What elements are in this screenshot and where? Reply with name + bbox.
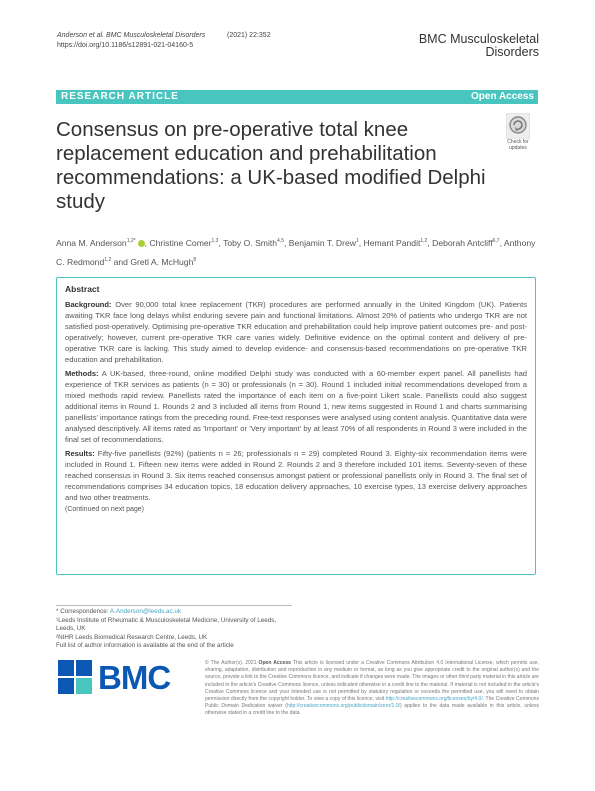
affiliation-1: ¹Leeds Institute of Rheumatic & Musculoskeletal Medicine, University of Leeds, Leeds, UK: [56, 616, 277, 632]
license-open-access-label: Open Access: [258, 660, 291, 666]
open-access-label: Open Access: [471, 91, 534, 102]
bmc-logo-text: BMC: [98, 659, 171, 696]
author-name[interactable]: Hemant Pandit: [363, 237, 421, 248]
abstract-background-text: Over 90,000 total knee replacement (TKR) procedures are performed annually in the United Kingdom (UK). Patients awaiting TKR face long delays whilst enduring severe pain and functional limitations. Almost 20% of patients who undergo TKR are not satisfied post-operatively. Optimising pre-operative TKR education and prehabilitation could help improve patient outcomes pre- and post-operatively; however, current pre-operative TKR care varies widely. Definitive evidence on the optimal content and delivery of pre-operative TKR care is lacking. This study aimed to develop evidence- and consensus-based recommendations on pre-operative TKR education and prehabilitation.: [65, 300, 527, 364]
author-affiliation-ref: 4,5: [277, 238, 284, 244]
abstract-background: [65, 299, 527, 365]
article-type: RESEARCH ARTICLE: [61, 91, 179, 102]
author-affiliation-ref: 1,2: [420, 238, 428, 244]
cc-zero-link[interactable]: http://creativecommons.org/publicdomain/zero/1.0/: [286, 703, 400, 710]
author-affiliation-ref: 8: [193, 256, 197, 263]
orcid-icon[interactable]: [138, 240, 145, 247]
author-name[interactable]: Deborah Antcliff: [432, 237, 493, 248]
license-text: [205, 660, 539, 718]
affiliation-note: Full list of author information is available at the end of the article: [56, 642, 234, 649]
copyright: © The Author(s). 2021: [205, 660, 257, 666]
affiliation-2: ²NIHR Leeds Biomedical Research Centre, Leeds, UK: [56, 633, 208, 641]
check-for-updates-icon: [506, 113, 530, 139]
correspondence-label: * Correspondence:: [56, 608, 109, 615]
abstract-background-label: Background:: [65, 300, 112, 309]
check-for-updates-badge[interactable]: [498, 113, 538, 155]
bmc-logo-icon: [56, 658, 96, 698]
correspondence: [56, 608, 296, 617]
abstract-methods-label: Methods:: [65, 369, 99, 378]
author-name[interactable]: Christine Comer: [149, 237, 212, 248]
abstract-methods: [65, 368, 527, 445]
citation-header: [57, 31, 271, 50]
license-body-2: . The Creative Commons Public Domain Dedication waiver (: [205, 696, 540, 710]
abstract-results: [65, 448, 527, 503]
journal-name-line1: BMC Musculoskeletal: [418, 32, 539, 46]
author-name[interactable]: Anna M. Anderson: [56, 237, 127, 248]
cc-by-link[interactable]: http://creativecommons.org/licenses/by/4.0/: [385, 696, 483, 703]
abstract-results-text: Fifty-five panellists (92%) (patients n = 26; professionals n = 29) completed Round 3. Eighty-six recommendation items were included in Round 1. Fifteen new items were added in Round 2. Rounds 2 and 3 therefore included 101 items. Seventy-seven of these reached consensus in Round 3. Six items reached consensus amongst patient or professional panellists only in Round 3. The final set of recommendations comprises 34 education topics, 18 education delivery approaches, 10 exercise types, 13 exercise delivery approaches and two other treatments.: [65, 449, 527, 502]
citation-journal: Anderson et al. BMC Musculoskeletal Disorders: [57, 32, 206, 39]
doi-link[interactable]: https://doi.org/10.1186/s12891-021-04160-5: [57, 41, 194, 49]
footnote-divider: [56, 605, 292, 606]
author-name[interactable]: Gretl A. McHugh: [130, 256, 194, 267]
author-affiliation-ref: 1: [355, 238, 359, 244]
license-body: This article is licensed under a Creative Commons Attribution 4.0 International License, which permits use, sharing, adaptation, distribution and reproduction in any medium or format, as long as you give appropriate credit to the original author(s) and the source, provide a link to the Creative Commons licence, and indicate if changes were made. The images or other third party material in this article are included in the article's Creative Commons licence, unless indicated otherwise in a credit line to the material. If material is not included in the article's Creative Commons licence and your intended use is not permitted by statutory regulation or exceeds the permitted use, you will need to obtain permission directly from the copyright holder. To view a copy of this licence, visit: [205, 660, 539, 703]
citation-year: (2021) 22:352: [227, 32, 271, 39]
author-list: Anna M. Anderson$^{1,2*}$ , Christine Comer$^{1,3}$, Toby O. Smith$^{4,5}$, Benjamin T. Drew$^1$, Hemant Pandit$^{1,2}$, Deborah Antcliff$^{6,7}$, Anthony C. Redmond$^{1,2}$ and Gretl A. McHugh$^8$: [56, 237, 536, 267]
author-affiliation-ref: 6,7: [492, 238, 500, 244]
journal-name: [419, 33, 539, 59]
article-title: Consensus on pre-operative total knee replacement education and prehabilitation recommendations: a UK-based modified Delphi study: [56, 118, 486, 213]
author-affiliation-ref: 1,2: [104, 256, 112, 263]
author-affiliation-ref: 1,2*: [126, 238, 136, 244]
abstract-heading: Abstract: [65, 284, 100, 294]
article-type-banner: [56, 90, 538, 104]
abstract-results-label: Results:: [65, 449, 95, 458]
author-name[interactable]: Anthony C. Redmond: [56, 237, 536, 267]
author-name[interactable]: Toby O. Smith: [223, 237, 278, 248]
correspondence-email[interactable]: A.Anderson@leeds.ac.uk: [109, 608, 182, 615]
abstract-methods-text: A UK-based, three-round, online modified Delphi study was conducted with a 60-member expert panel. All panellists had experience of TKR services as patients (n = 30) or professionals (n = 30). Round 1 included initial recommendations developed from a mixed methods rapid review. Panellists rated the importance of each item on a five-point Likert scale. Panellists could also suggest additional items in Round 1. Rounds 2 and 3 included all items from Round 1, new items suggested in Round 1 and charts summarising panellists' importance ratings from the preceding round. Free-text responses were analysed using content analysis. Quantitative data were analysed descriptively. All items rated as 'Important' or 'Very important' by at least 70% of all respondents in Round 3 were included in the final set of recommendations.: [65, 369, 527, 444]
license-body-3: ) applies to the data made available in this article, unless otherwise stated in a credit line to the data.: [205, 703, 539, 717]
bmc-logo[interactable]: [56, 658, 171, 698]
continued-note: (Continued on next page): [65, 506, 144, 513]
footnotes: [56, 608, 296, 651]
journal-name-line2: Disorders: [485, 45, 539, 59]
abstract-box: [56, 277, 536, 575]
author-name[interactable]: Benjamin T. Drew: [288, 237, 356, 248]
check-for-updates-label: Check for updates: [507, 139, 529, 151]
author-affiliation-ref: 1,3: [211, 238, 219, 244]
